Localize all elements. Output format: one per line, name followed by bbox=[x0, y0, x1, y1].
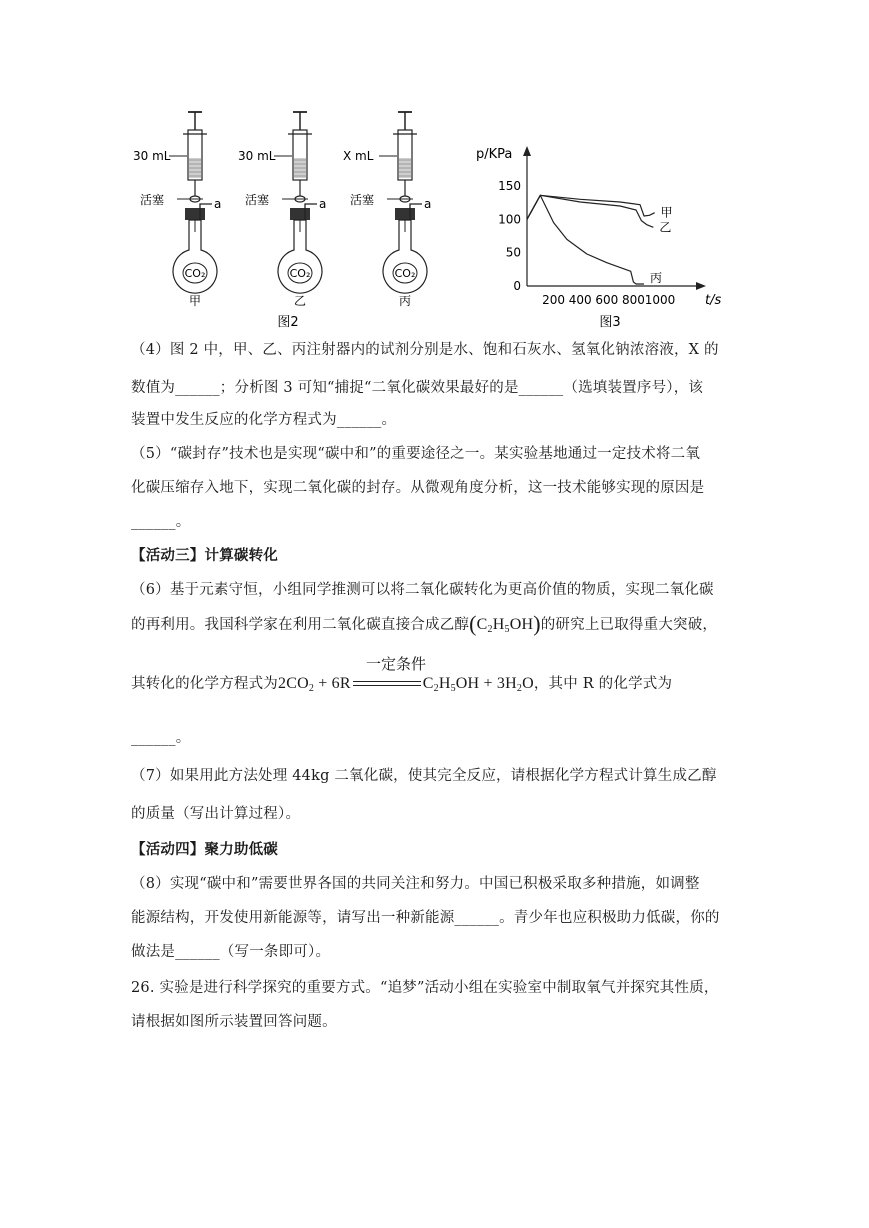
apparatus-3 bbox=[343, 112, 431, 308]
figures bbox=[0, 100, 869, 340]
x-tick-label: 200 bbox=[542, 293, 566, 307]
q6-line2-post: 的研究上已取得重大突破， bbox=[540, 617, 718, 633]
apparatus-figure-2 bbox=[133, 112, 431, 308]
q4-line1: （4）图 2 中，甲、乙、丙注射器内的试剂分别是水、饱和石灰水、氢氧化钠浓溶液，X 的 bbox=[131, 342, 719, 358]
syringe-volume-label: X mL bbox=[343, 149, 374, 163]
stopcock-label: 活塞 bbox=[140, 193, 165, 207]
port-label: a bbox=[214, 197, 222, 211]
reaction-equation: $2CO_2 + 6R$ $C_2H_5OH + 3H_2O$ bbox=[278, 675, 534, 694]
x-axis-arrow bbox=[696, 282, 706, 290]
q6-line3-post: ，其中 R 的化学式为 bbox=[533, 676, 673, 692]
y-tick-label: 0 bbox=[513, 279, 521, 293]
q8-line2: 能源结构，开发使用新能源等，请写出一种新能源______。青少年也应积极助力低碳，你的 bbox=[131, 910, 720, 926]
apparatus-2 bbox=[238, 112, 326, 308]
series-line-3 bbox=[527, 195, 644, 284]
stopcock-label: 活塞 bbox=[350, 193, 375, 207]
figure3-caption: 图3 bbox=[599, 315, 621, 330]
x-tick-label: 800 bbox=[621, 293, 645, 307]
flask-content-label: CO₂ bbox=[394, 267, 416, 280]
syringe-volume-label: 30 mL bbox=[133, 149, 171, 163]
series-label: 丙 bbox=[650, 271, 663, 285]
q5-line2: 化碳压缩存入地下，实现二氧化碳的封存。从微观角度分析，这一技术能够实现的原因是 bbox=[131, 480, 705, 496]
q26-line2: 请根据如图所示装置回答问题。 bbox=[131, 1014, 337, 1030]
q7-line2: 的质量（写出计算过程）。 bbox=[131, 806, 301, 822]
pressure-chart bbox=[476, 146, 721, 330]
y-axis-arrow bbox=[523, 146, 531, 156]
x-tick-label: 400 bbox=[568, 293, 592, 307]
series-label: 甲 bbox=[660, 205, 673, 220]
port-label: a bbox=[424, 197, 432, 211]
series-label: 乙 bbox=[659, 220, 672, 235]
y-tick-label: 150 bbox=[498, 179, 521, 193]
x-tick-label: 1000 bbox=[644, 293, 676, 307]
q6-line2-pre: 的再利用。我国科学家在利用二氧化碳直接合成乙醇 bbox=[131, 617, 470, 633]
flask-content-label: CO₂ bbox=[184, 267, 206, 280]
q6-line1: （6）基于元素守恒，小组同学推测可以将二氧化碳转化为更高价值的物质，实现二氧化碳 bbox=[131, 582, 714, 598]
apparatus-label: 乙 bbox=[293, 294, 307, 308]
q8-line1: （8）实现“碳中和”需要世界各国的共同关注和努力。中国已积极采取多种措施，如调整 bbox=[131, 876, 700, 892]
stopcock-label: 活塞 bbox=[245, 193, 270, 207]
ethanol-formula: $(C_2H_5OH)$ bbox=[469, 611, 541, 636]
y-tick-label: 100 bbox=[498, 212, 521, 227]
x-tick-label: 600 bbox=[595, 293, 619, 307]
q6-line4: ______。 bbox=[131, 730, 191, 746]
figure2-caption: 图2 bbox=[277, 315, 299, 330]
q4-line2: 数值为______；分析图 3 可知“捕捉“二氧化碳效果最好的是______（选填装置序号），该 bbox=[131, 380, 704, 396]
q6-line2 bbox=[131, 611, 741, 640]
flask-content-label: CO₂ bbox=[289, 267, 311, 280]
syringe-volume-label: 30 mL bbox=[238, 149, 276, 163]
port-label: a bbox=[319, 197, 327, 211]
q5-line3: ______。 bbox=[131, 514, 191, 530]
reaction-condition: 一定条件 bbox=[366, 655, 427, 673]
apparatus-label: 甲 bbox=[188, 294, 202, 308]
q8-line3: 做法是______（写一条即可）。 bbox=[131, 944, 331, 960]
q5-line1: （5）“碳封存”技术也是实现“碳中和”的重要途径之一。某实验基地通过一定技术将二氧 bbox=[131, 446, 701, 462]
q7-line1: （7）如果用此方法处理 44kg 二氧化碳，使其完全反应，请根据化学方程式计算生成乙醇 bbox=[131, 768, 717, 784]
apparatus-label: 丙 bbox=[398, 294, 412, 308]
activity-4-heading: 【活动四】聚力助低碳 bbox=[131, 841, 278, 858]
activity-3-heading: 【活动三】计算碳转化 bbox=[131, 547, 278, 564]
x-axis-label: t/s bbox=[705, 293, 722, 308]
q4-line3: 装置中发生反应的化学方程式为______。 bbox=[131, 412, 397, 428]
q6-line3 bbox=[131, 674, 741, 699]
y-tick-label: 50 bbox=[505, 245, 521, 260]
y-axis-label: p/KPa bbox=[476, 147, 513, 162]
apparatus-1 bbox=[133, 112, 221, 308]
q26-line1: 26. 实验是进行科学探究的重要方式。“追梦”活动小组在实验室中制取氧气并探究其性质， bbox=[131, 980, 719, 996]
q6-line3-pre: 其转化的化学方程式为 bbox=[131, 676, 278, 692]
